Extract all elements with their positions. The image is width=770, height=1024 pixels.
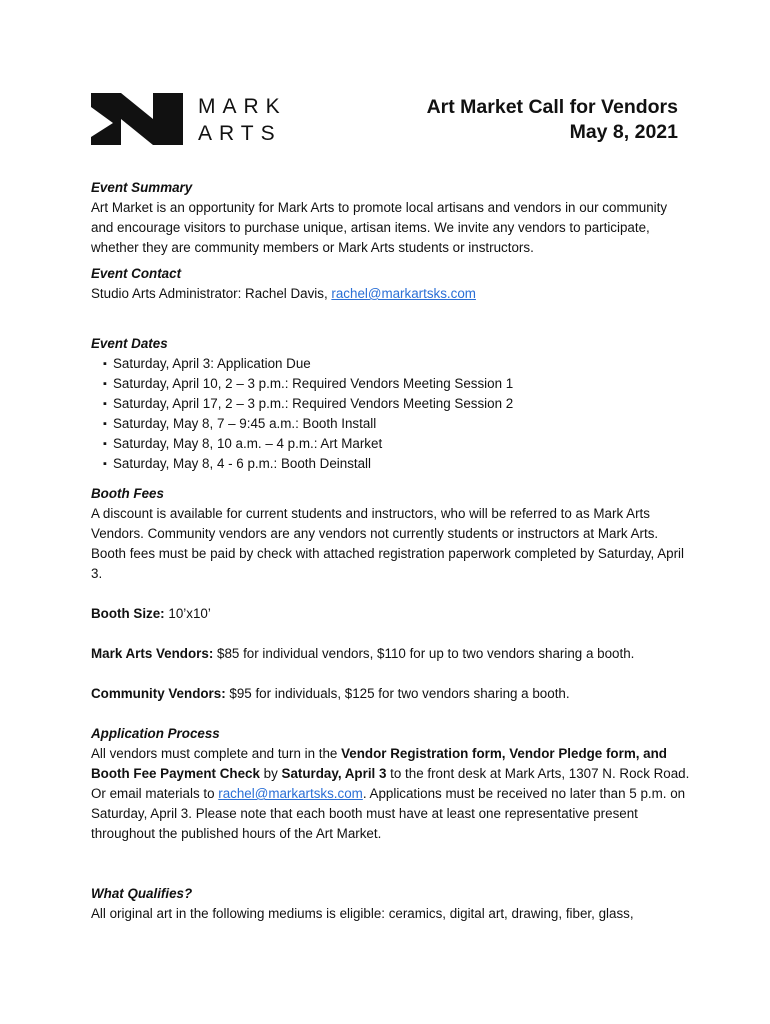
what-qualifies-section bbox=[91, 884, 691, 924]
event-dates-list bbox=[91, 354, 691, 474]
application-deadline: Saturday, April 3 bbox=[281, 766, 387, 781]
header bbox=[427, 95, 678, 145]
contact-email-link[interactable]: rachel@markartsks.com bbox=[331, 286, 476, 301]
mark-arts-vendors-label: Mark Arts Vendors: bbox=[91, 646, 214, 661]
list-item: ▪ Saturday, April 10, 2 – 3 p.m.: Required Vendors Meeting Session 1 bbox=[103, 374, 691, 394]
event-summary-text: Art Market is an opportunity for Mark Arts to promote local artisans and vendors in our community and encourage visitors to purchase unique, artisan items. We invite any vendors to participate, whether they are community members or Mark Arts students or instructors. bbox=[91, 200, 668, 255]
booth-size-value: 10’x10’ bbox=[164, 606, 211, 621]
what-qualifies-text: All original art in the following mediums is eligible: ceramics, digital art, drawing, fiber, glass, bbox=[91, 906, 634, 921]
document-body bbox=[91, 178, 691, 924]
event-dates-section bbox=[91, 334, 691, 474]
list-item: ▪ Saturday, May 8, 4 - 6 p.m.: Booth Deinstall bbox=[103, 454, 691, 474]
application-text-part: All vendors must complete and turn in the bbox=[91, 746, 342, 761]
mark-arts-logo bbox=[91, 93, 301, 145]
list-item: ▪ Saturday, May 8, 7 – 9:45 a.m.: Booth Install bbox=[103, 414, 691, 434]
list-item: ▪ Saturday, April 3: Application Due bbox=[103, 354, 691, 374]
logo-word-arts: ARTS bbox=[198, 122, 282, 145]
event-summary-section bbox=[91, 178, 691, 258]
event-contact-heading: Event Contact bbox=[91, 266, 182, 281]
list-item: ▪ Saturday, May 8, 10 a.m. – 4 p.m.: Art Market bbox=[103, 434, 691, 454]
event-contact-section bbox=[91, 264, 691, 304]
application-process-section bbox=[91, 724, 691, 844]
booth-fees-text: A discount is available for current students and instructors, who will be referred to as Mark Arts Vendors. Community vendors are any vendors not currently students or instructors at Mark Arts. Booth fees must be paid by check with attached registration paperwork completed by Saturday, April 3. bbox=[91, 506, 684, 581]
event-dates-heading: Event Dates bbox=[91, 336, 168, 351]
community-vendors-fee bbox=[91, 684, 691, 704]
logo-mark-icon bbox=[91, 93, 185, 145]
booth-fees-heading: Booth Fees bbox=[91, 486, 164, 501]
mark-arts-vendors-fee bbox=[91, 644, 691, 664]
page-date: May 8, 2021 bbox=[569, 121, 678, 143]
mark-arts-vendors-value: $85 for individual vendors, $110 for up to two vendors sharing a booth. bbox=[213, 646, 635, 661]
page-title: Art Market Call for Vendors bbox=[426, 96, 678, 118]
application-text-part: to the front desk at Mark Arts, 1307 N. Rock Road. Or email materials to bbox=[91, 766, 690, 801]
booth-size bbox=[91, 604, 691, 624]
booth-fees-section bbox=[91, 484, 691, 704]
application-required-forms: Vendor Registration form, Vendor Pledge form, and Booth Fee Payment Check bbox=[91, 746, 667, 781]
what-qualifies-heading: What Qualifies? bbox=[91, 886, 193, 901]
community-vendors-label: Community Vendors: bbox=[91, 686, 226, 701]
application-email-link[interactable]: rachel@markartsks.com bbox=[218, 786, 363, 801]
application-process-text bbox=[91, 744, 691, 844]
event-summary-heading: Event Summary bbox=[91, 180, 193, 195]
event-contact-text bbox=[91, 284, 691, 304]
community-vendors-value: $95 for individuals, $125 for two vendors sharing a booth. bbox=[225, 686, 570, 701]
application-text-part: by bbox=[259, 766, 282, 781]
contact-prefix: Studio Arts Administrator: Rachel Davis, bbox=[91, 286, 332, 301]
application-process-heading: Application Process bbox=[91, 726, 220, 741]
booth-size-label: Booth Size: bbox=[91, 606, 165, 621]
logo-word-mark: MARK bbox=[198, 95, 287, 118]
list-item: ▪ Saturday, April 17, 2 – 3 p.m.: Required Vendors Meeting Session 2 bbox=[103, 394, 691, 414]
application-text-part: . Applications must be received no later than 5 p.m. on Saturday, April 3. Please note that each booth must have at least one representative present throughout the published hours of the Art Market. bbox=[91, 786, 686, 841]
